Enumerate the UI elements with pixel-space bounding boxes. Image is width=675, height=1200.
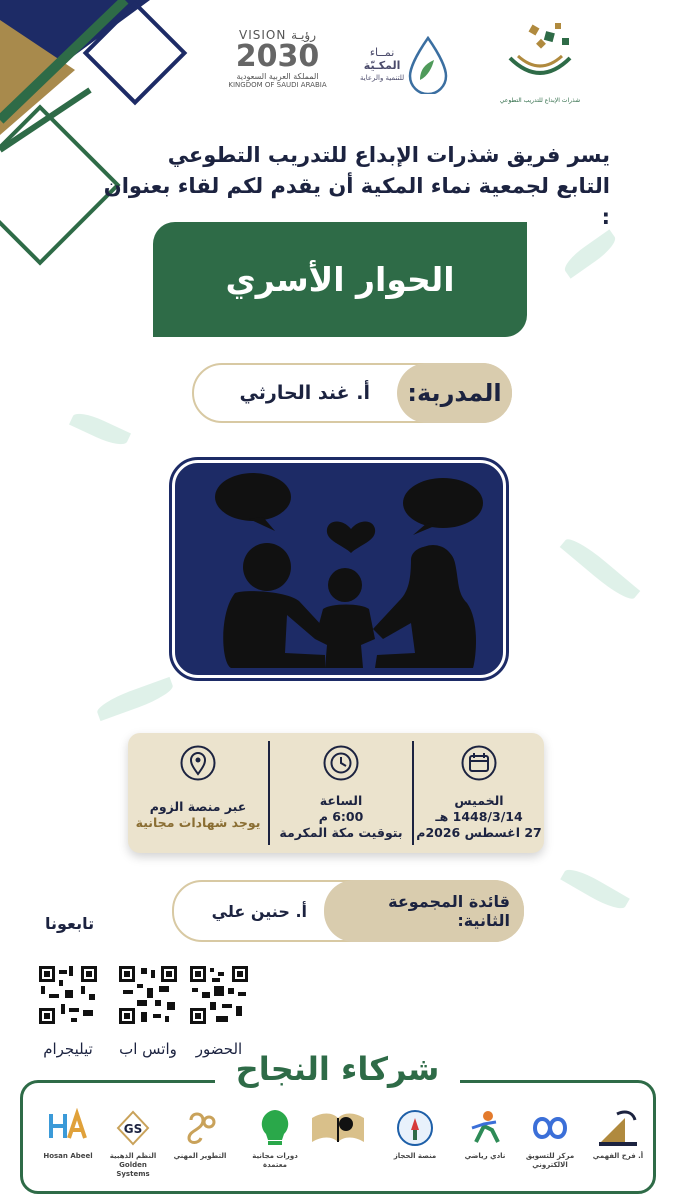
vision-2030-logo: VISION رؤيـة 2030 المملكة العربية السعودية KINGDOM OF SAUDI ARABIA	[228, 28, 327, 89]
trainer-pill	[192, 363, 512, 423]
time-zone: بتوقيت مكة المكرمة	[279, 825, 403, 840]
leaf-decoration	[69, 408, 131, 450]
clock-icon	[323, 745, 359, 781]
partner-logo-ha: Hosan Abeel	[38, 1108, 98, 1170]
shadharat-logo: شذرات الإبداع للتدريب التطوعي	[495, 18, 585, 113]
family-illustration	[172, 460, 506, 678]
partner-logo-runner: نادي رياضي	[455, 1108, 515, 1170]
group-leader-label: قائدة المجموعة الثانية:	[324, 880, 524, 942]
partner-logo-book	[308, 1108, 368, 1170]
qr-label-whatsapp: واتس اب	[119, 1040, 177, 1058]
leaf-decoration	[560, 533, 641, 605]
qr-code-telegram[interactable]	[37, 964, 99, 1026]
place-certificates: يوجد شهادات مجانية	[135, 815, 261, 830]
partner-logo-gs: GS النظم الذهبية Golden Systems	[103, 1108, 163, 1170]
partner-logo-gold: التطوير المهني	[170, 1108, 230, 1170]
trainer-label: المدربة:	[397, 363, 512, 423]
trainer-name: أ. غند الحارثي	[239, 382, 370, 404]
time-label: الساعة	[319, 793, 363, 808]
leaf-decoration	[560, 229, 619, 278]
divider	[412, 741, 414, 845]
partners-title: شركاء النجاح	[235, 1050, 440, 1088]
partner-logo-platform: منصة الحجاز	[385, 1108, 445, 1170]
place-block	[128, 733, 268, 853]
date-hijri: 1448/3/14 هـ	[435, 809, 523, 824]
partner-logo-infinity: مركز للتسويق الالكتروني	[520, 1108, 580, 1170]
logos-bar	[210, 18, 650, 118]
headline-line-1: يسر فريق شذرات الإبداع للتدريب التطوعي	[167, 143, 610, 167]
time-value: 6:00 م	[318, 809, 364, 824]
partner-logo-farah: أ. فرح الفهمي	[588, 1108, 648, 1170]
date-gregorian: 27 اغسطس 2026م	[416, 825, 542, 840]
namaa-logo: نمــاء المكـيّة للتنمية والرعاية	[360, 36, 470, 94]
qr-label-telegram: تيليجرام	[43, 1040, 93, 1058]
partner-logo-bulb: دورات مجانية معتمدة	[245, 1108, 305, 1170]
qr-code-attendance[interactable]	[188, 964, 250, 1026]
headline-line-2: التابع لجمعية نماء المكية أن يقدم لكم لقاء بعنوان :	[103, 174, 610, 229]
qr-code-whatsapp[interactable]	[117, 964, 179, 1026]
leaf-decoration	[94, 677, 175, 721]
leaf-decoration	[560, 864, 630, 915]
follow-title: تابعونا	[45, 914, 95, 933]
event-title: الحوار الأسري	[225, 260, 455, 299]
qr-label-attendance: الحضور	[195, 1040, 243, 1058]
time-block	[270, 733, 412, 853]
calendar-icon	[461, 745, 497, 781]
headline	[90, 140, 610, 233]
svg-text:GS: GS	[123, 1122, 143, 1136]
date-day: الخميس	[454, 793, 504, 808]
place-platform: عبر منصة الزوم	[149, 799, 247, 814]
info-card	[128, 733, 544, 853]
group-leader-pill	[172, 880, 524, 942]
group-leader-name: أ. حنين علي	[211, 901, 307, 921]
location-pin-icon	[180, 745, 216, 781]
divider	[268, 741, 270, 845]
title-banner	[153, 222, 527, 337]
date-block	[414, 733, 544, 853]
